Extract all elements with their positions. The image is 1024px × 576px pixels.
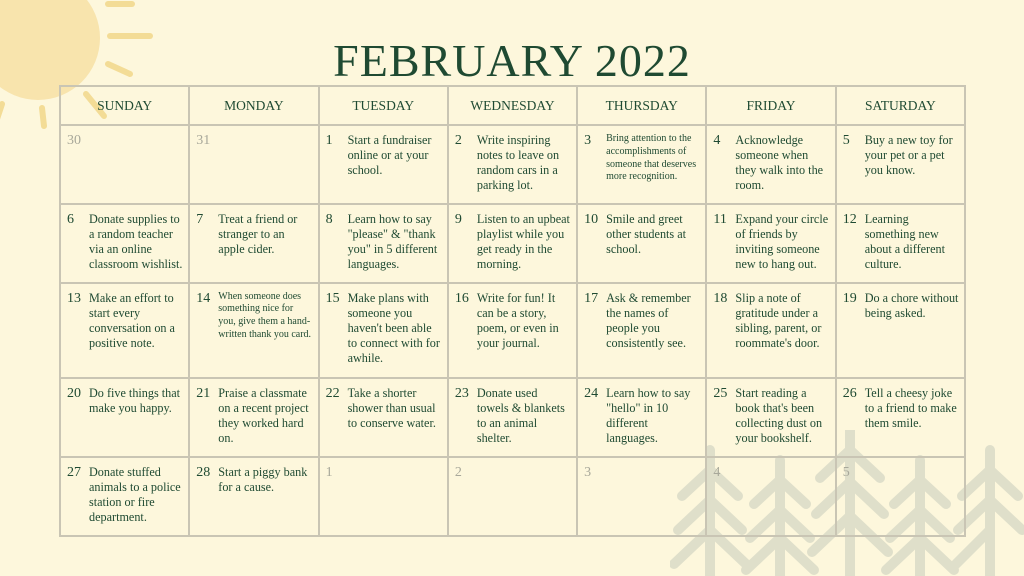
weekday-header-row [60, 86, 965, 125]
day-number: 13 [67, 290, 81, 306]
day-cell [836, 204, 965, 283]
day-activity-text: Listen to an upbeat playlist while you get ready in the morning. [476, 211, 570, 271]
day-activity-text: Donate stuffed animals to a police station or fire department. [89, 465, 181, 525]
day-cell [448, 283, 577, 379]
day-cell [189, 283, 318, 379]
day-activity-text: Bring attention to the accomplishments of someone that deserves more recognition. [606, 133, 697, 183]
day-activity-text: Make plans with someone you haven't been able to connect with for awhile. [347, 290, 440, 365]
day-number: 6 [67, 211, 74, 227]
day-cell [60, 204, 189, 283]
day-activity-text: Make an effort to start every conversation on a positive note. [89, 290, 175, 350]
day-activity-text: Praise a classmate on a recent project they worked hard on. [218, 386, 309, 446]
weekday-saturday: SATURDAY [836, 86, 965, 125]
day-number: 11 [713, 211, 727, 227]
day-activity-text: Ask & remember the names of people you consistently see. [606, 290, 691, 350]
day-cell [706, 204, 835, 283]
weekday-friday: FRIDAY [706, 86, 835, 125]
day-number: 4 [713, 133, 721, 148]
day-activity-text: Learning something new about a different culture. [864, 211, 946, 271]
day-number: 25 [713, 386, 728, 402]
day-number: 26 [842, 386, 857, 402]
day-cell [189, 457, 318, 536]
day-cell [577, 204, 706, 283]
day-cell [706, 457, 835, 536]
calendar-week-row [60, 378, 965, 457]
day-cell [319, 378, 448, 457]
day-activity-text: Treat a friend or stranger to an apple cider. [218, 211, 298, 256]
day-cell [189, 204, 318, 283]
day-cell [448, 125, 577, 204]
day-activity-text: When someone does something nice for you, give them a hand-written thank you card. [218, 290, 312, 340]
day-number: 20 [67, 386, 81, 402]
day-cell [577, 457, 706, 536]
day-activity-text: Do a chore without being asked. [864, 290, 959, 320]
weekday-wednesday: WEDNESDAY [448, 86, 577, 125]
day-number: 1 [325, 133, 333, 148]
day-number: 21 [196, 386, 211, 402]
day-number: 5 [842, 133, 850, 148]
day-number: 9 [454, 211, 462, 227]
weekday-thursday: THURSDAY [577, 86, 706, 125]
day-cell [319, 204, 448, 283]
day-activity-text: Take a shorter shower than usual to conserve water. [347, 386, 436, 431]
day-number: 19 [842, 290, 857, 306]
weekday-tuesday: TUESDAY [319, 86, 448, 125]
day-number: 28 [196, 465, 211, 481]
day-number: 2 [454, 465, 462, 481]
day-activity-text: Do five things that make you happy. [89, 386, 181, 416]
day-number: 2 [454, 133, 462, 148]
calendar-week-row [60, 457, 965, 536]
day-activity-text: Slip a note of gratitude under a sibling, parent, or roommate's door. [735, 290, 822, 350]
day-number: 15 [325, 290, 340, 306]
day-number: 17 [584, 290, 599, 306]
day-cell [836, 378, 965, 457]
day-activity-text: Start a fundraiser online or at your school. [347, 133, 432, 177]
calendar-week-row [60, 204, 965, 283]
day-activity-text: Donate supplies to a random teacher via an online classroom wishlist. [89, 211, 183, 271]
day-number: 30 [67, 133, 81, 148]
weekday-monday: MONDAY [189, 86, 318, 125]
day-activity-text: Acknowledge someone when they walk into the room. [735, 133, 824, 192]
day-number: 7 [196, 211, 204, 227]
day-cell [836, 125, 965, 204]
day-number: 27 [67, 465, 81, 481]
day-cell [577, 283, 706, 379]
day-cell [448, 378, 577, 457]
day-number: 3 [584, 465, 592, 481]
day-cell [60, 125, 189, 204]
weekday-sunday: SUNDAY [60, 86, 189, 125]
day-number: 22 [325, 386, 340, 402]
day-number: 3 [584, 133, 592, 148]
day-number: 31 [196, 133, 211, 148]
day-number: 10 [584, 211, 599, 227]
day-activity-text: Smile and greet other students at school. [606, 211, 687, 256]
day-number: 14 [196, 290, 211, 306]
calendar-week-row [60, 283, 965, 379]
day-number: 23 [454, 386, 469, 402]
day-activity-text: Start a piggy bank for a cause. [218, 465, 308, 495]
day-cell [577, 125, 706, 204]
day-cell [319, 457, 448, 536]
calendar-grid [59, 85, 966, 537]
day-number: 12 [842, 211, 857, 227]
day-cell [319, 283, 448, 379]
day-number: 24 [584, 386, 599, 402]
day-activity-text: Donate used towels & blankets to an animal shelter. [476, 386, 565, 446]
day-activity-text: Buy a new toy for your pet or a pet you know. [864, 133, 953, 177]
day-cell [836, 457, 965, 536]
day-number: 1 [325, 465, 333, 481]
day-activity-text: Write for fun! It can be a story, poem, or even in your journal. [476, 290, 559, 350]
day-cell [189, 378, 318, 457]
day-number: 18 [713, 290, 728, 306]
day-cell [836, 283, 965, 379]
day-activity-text: Learn how to say "please" & "thank you" in 5 different languages. [347, 211, 438, 271]
day-activity-text: Write inspiring notes to leave on random cars in a parking lot. [476, 133, 560, 192]
page-title: FEBRUARY 2022 [333, 35, 691, 86]
day-cell [577, 378, 706, 457]
calendar-body [60, 125, 965, 536]
day-number: 16 [454, 290, 469, 306]
day-number: 8 [325, 211, 333, 227]
day-activity-text: Start reading a book that's been collecting dust on your bookshelf. [735, 386, 823, 446]
day-cell [448, 204, 577, 283]
day-number: 5 [842, 465, 850, 481]
day-cell [448, 457, 577, 536]
day-cell [189, 125, 318, 204]
day-cell [60, 457, 189, 536]
day-number: 4 [713, 465, 721, 481]
day-activity-text: Tell a cheesy joke to a friend to make them smile. [864, 386, 957, 431]
day-cell [60, 378, 189, 457]
day-cell [60, 283, 189, 379]
day-cell [706, 378, 835, 457]
day-activity-text: Expand your circle of friends by inviting someone new to hang out. [735, 211, 829, 271]
day-cell [319, 125, 448, 204]
day-cell [706, 125, 835, 204]
calendar-week-row [60, 125, 965, 204]
day-activity-text: Learn how to say "hello" in 10 different languages. [606, 386, 691, 446]
day-cell [706, 283, 835, 379]
